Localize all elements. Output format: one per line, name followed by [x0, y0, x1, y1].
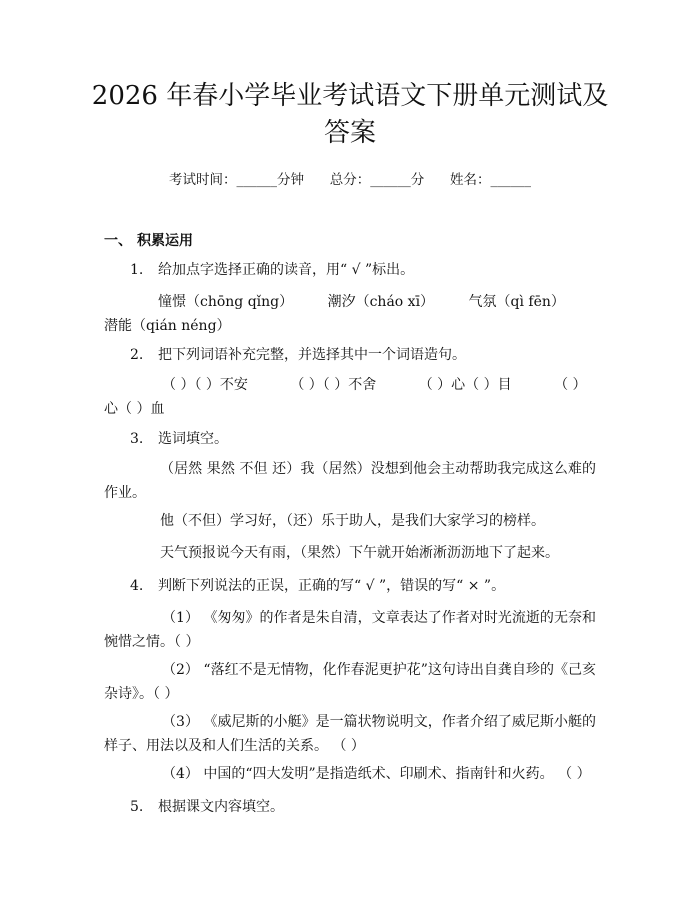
question-4	[130, 574, 505, 598]
score-label: 总分：	[329, 172, 371, 188]
fill-line-3: 天气预报说今天有雨，（果然）下午就开始淅淅沥沥地下了起来。	[160, 545, 559, 561]
word-option: 潜能（qián néng）	[104, 318, 231, 334]
question-number: 2.	[130, 347, 144, 363]
idiom-blank: （ ）（ ）不安	[162, 377, 248, 393]
question-number: 1.	[130, 262, 144, 278]
idiom-blank: （ ）（ ）不舍	[290, 377, 377, 393]
judge-item-1: （1） 《匆匆》的作者是朱自清，文章表达了作者对时光流逝的无奈和惋惜之情。（ ）	[104, 610, 596, 650]
question-number: 3.	[130, 431, 144, 447]
question-text: 选词填空。	[158, 431, 228, 447]
word-option: 气氛（qì fēn）	[468, 294, 565, 310]
name-label: 姓名：	[450, 172, 491, 188]
score-blank: ______	[370, 172, 411, 188]
fill-line-1: （居然 果然 不但 还）我（居然）没想到他会主动帮助我完成这么难的作业。	[104, 461, 596, 501]
section-heading	[104, 230, 193, 250]
pinyin-options	[104, 290, 596, 338]
time-label: 考试时间：	[169, 172, 237, 188]
judge-item-2: （2） “落红不是无情物，化作春泥更护花”这句诗出自龚自珍的《己亥杂诗》。（ ）	[104, 662, 596, 702]
question-number: 5.	[130, 799, 144, 815]
question-5	[130, 795, 284, 819]
judge-item-4: （4） 中国的“四大发明”是指造纸术、印刷术、指南针和火药。 （ ）	[162, 766, 591, 782]
question-text: 把下列词语补充完整，并选择其中一个词语造句。	[158, 347, 466, 363]
question-text: 给加点字选择正确的读音，用“ √ ”标出。	[158, 262, 415, 278]
question-number: 4.	[130, 578, 144, 594]
question-text: 判断下列说法的正误，正确的写“ √ ”，错误的写“ × ”。	[158, 578, 506, 594]
time-blank: ______	[236, 172, 277, 188]
section-title: 积累运用	[137, 233, 193, 249]
name-blank: ______	[490, 172, 531, 188]
score-unit: 分	[410, 172, 425, 188]
idiom-blanks	[104, 373, 596, 421]
question-1	[130, 258, 414, 282]
idiom-blank: （ ）心（ ）目	[418, 377, 512, 393]
question-2	[130, 343, 466, 367]
section-number: 一、	[104, 233, 132, 249]
fill-line-2: 他（不但）学习好，（还）乐于助人，是我们大家学习的榜样。	[160, 513, 545, 529]
idiom-blank: （ ）心（ ）血	[104, 377, 587, 417]
question-text: 根据课文内容填空。	[158, 799, 284, 815]
word-option: 憧憬（chōng qǐng）	[158, 294, 294, 310]
document-title: 2026 年春小学毕业考试语文下册单元测试及答案	[91, 81, 609, 148]
exam-meta-line	[0, 168, 700, 188]
time-unit: 分钟	[277, 172, 304, 188]
word-option: 潮汐（cháo xī）	[327, 294, 435, 310]
question-3	[130, 427, 228, 451]
judge-item-3: （3） 《威尼斯的小艇》是一篇状物说明文，作者介绍了威尼斯小艇的样子、用法以及和人们生活的关系。 （ ）	[104, 714, 596, 754]
